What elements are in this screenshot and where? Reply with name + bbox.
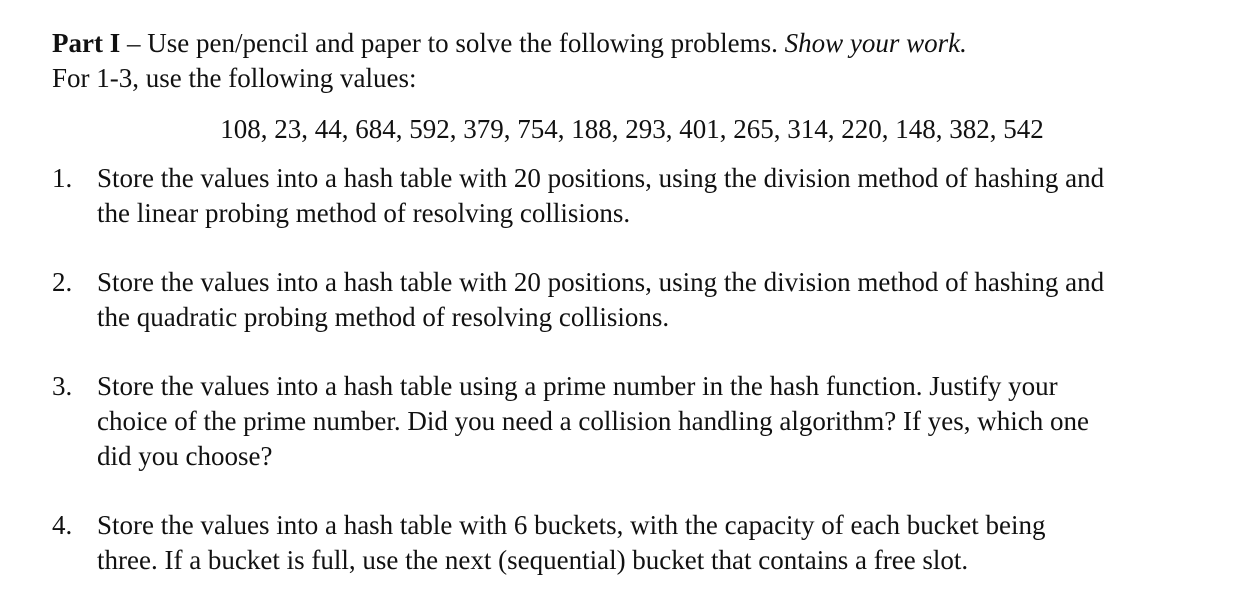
problem-line: Store the values into a hash table using a prime number in the hash function. Justify your (97, 371, 1058, 401)
instruction-text: Use pen/pencil and paper to solve the following problems. (147, 28, 785, 58)
document-page (52, 26, 1242, 612)
problem-list (52, 161, 1242, 578)
problem-text (97, 161, 1242, 231)
problem-text (97, 369, 1242, 474)
problem-item-2 (52, 265, 1242, 335)
problem-line: the linear probing method of resolving collisions. (97, 198, 631, 228)
problem-line: three. If a bucket is full, use the next (sequential) bucket that contains a free slot. (97, 545, 969, 575)
problem-item-1 (52, 161, 1242, 231)
problem-text (97, 508, 1242, 578)
problem-line: did you choose? (97, 441, 273, 471)
problem-number: 3. (52, 371, 73, 401)
problem-line: choice of the prime number. Did you need a collision handling algorithm? If yes, which one (97, 406, 1089, 436)
problem-number: 1. (52, 163, 73, 193)
problem-item-4 (52, 508, 1242, 578)
problem-item-3 (52, 369, 1242, 474)
problem-text (97, 265, 1242, 335)
problem-line: Store the values into a hash table with 20 positions, using the division method of hashing and (97, 267, 1105, 297)
problem-number: 4. (52, 510, 73, 540)
values-list: 108, 23, 44, 684, 592, 379, 754, 188, 293, 401, 265, 314, 220, 148, 382, 542 (220, 114, 1044, 144)
values-intro: For 1-3, use the following values: (52, 63, 417, 93)
problem-number: 2. (52, 267, 73, 297)
problem-line: the quadratic probing method of resolving collisions. (97, 302, 670, 332)
show-work-emphasis: Show your work. (784, 28, 967, 58)
part-heading (52, 26, 1242, 61)
part-label: Part I (52, 28, 121, 58)
problem-line: Store the values into a hash table with 20 positions, using the division method of hashing and (97, 163, 1105, 193)
heading-dash: – (120, 28, 148, 58)
problem-line: Store the values into a hash table with 6 buckets, with the capacity of each bucket being (97, 510, 1046, 540)
